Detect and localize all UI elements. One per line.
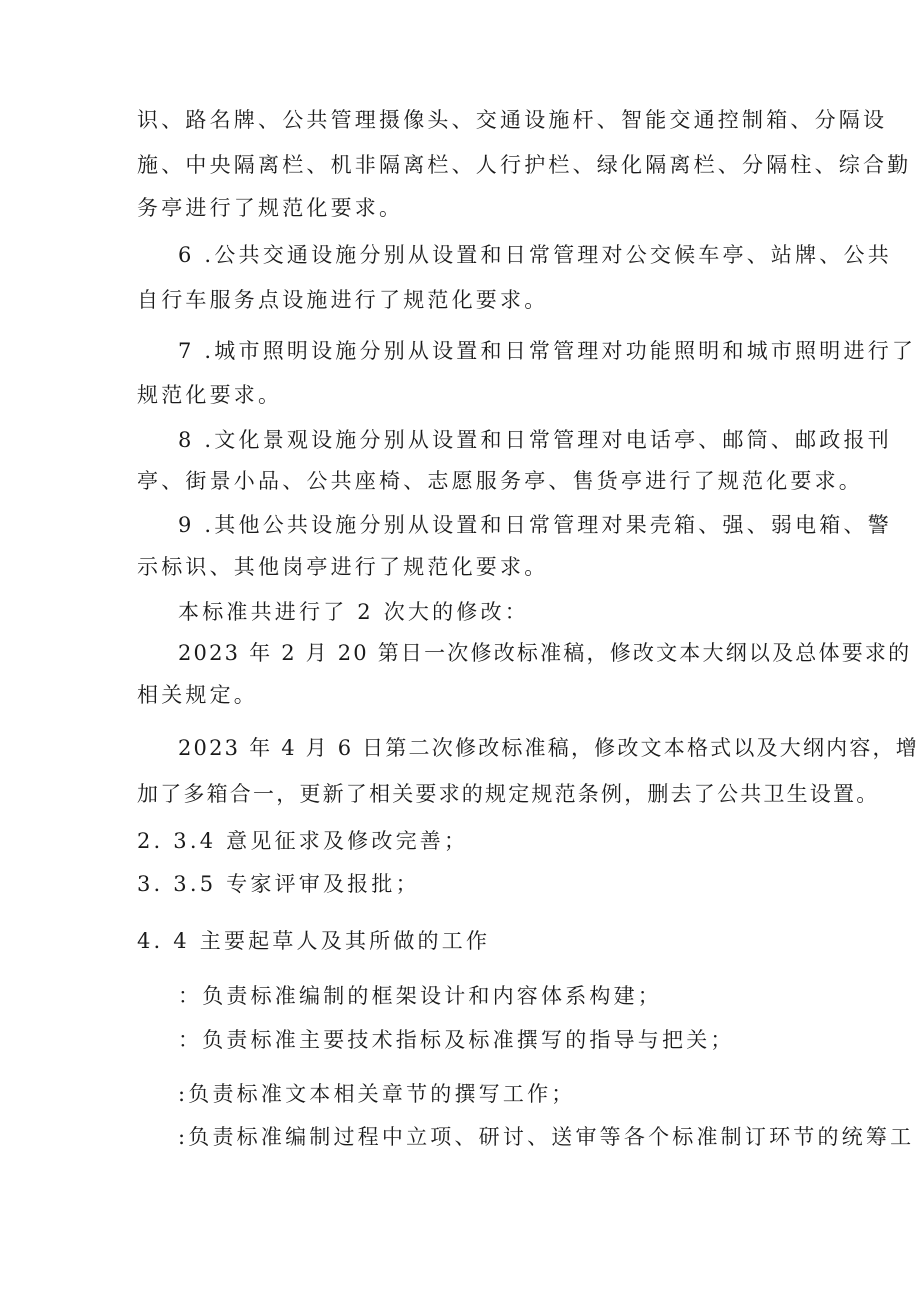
drafter-duty: :负责标准文本相关章节的撰写工作； <box>178 1082 576 1106</box>
text-line: 施、中央隔离栏、机非隔离栏、人行护栏、绿化隔离栏、分隔柱、综合勤 <box>137 153 912 177</box>
section-3-4: 2. 3.4 意见征求及修改完善； <box>137 829 469 853</box>
text-line: 自行车服务点设施进行了规范化要求。 <box>137 288 549 312</box>
revision-1: 2023 年 2 月 20 第日一次修改标准稿，修改文本大纲以及总体要求的 <box>178 641 912 665</box>
drafter-duty: ：负责标准编制的框架设计和内容体系构建； <box>178 984 662 1008</box>
list-item-9: 9 .其他公共设施分别从设置和日常管理对果壳箱、强、弱电箱、警 <box>178 513 892 537</box>
revision-2: 2023 年 4 月 6 日第二次修改标准稿，修改文本格式以及大纲内容，增 <box>178 736 919 760</box>
text-line: 亭、街景小品、公共座椅、志愿服务亭、售货亭进行了规范化要求。 <box>137 469 863 493</box>
text-line: 识、路名牌、公共管理摄像头、交通设施杆、智能交通控制箱、分隔设 <box>137 108 888 132</box>
list-item-7: 7 .城市照明设施分别从设置和日常管理对功能照明和城市照明进行了 <box>178 339 917 363</box>
revision-intro: 本标准共进行了 2 次大的修改： <box>178 600 529 624</box>
text-line: 务亭进行了规范化要求。 <box>137 196 404 220</box>
section-3-5: 3. 3.5 专家评审及报批； <box>137 872 420 896</box>
text-line: 规范化要求。 <box>137 383 283 407</box>
drafter-duty: :负责标准编制过程中立项、研讨、送审等各个标准制订环节的统筹工 <box>178 1125 915 1149</box>
text-line: 相关规定。 <box>137 683 258 707</box>
list-item-6: 6 .公共交通设施分别从设置和日常管理对公交候车亭、站牌、公共 <box>178 243 892 267</box>
text-line: 加了多箱合一，更新了相关要求的规定规范条例，删去了公共卫生设置。 <box>137 782 880 806</box>
list-item-8: 8 .文化景观设施分别从设置和日常管理对电话亭、邮筒、邮政报刊 <box>178 428 892 452</box>
text-line: 示标识、其他岗亭进行了规范化要求。 <box>137 555 549 579</box>
drafter-duty: ：负责标准主要技术指标及标准撰写的指导与把关； <box>178 1028 735 1052</box>
section-4-heading: 4. 4 主要起草人及其所做的工作 <box>137 929 491 953</box>
